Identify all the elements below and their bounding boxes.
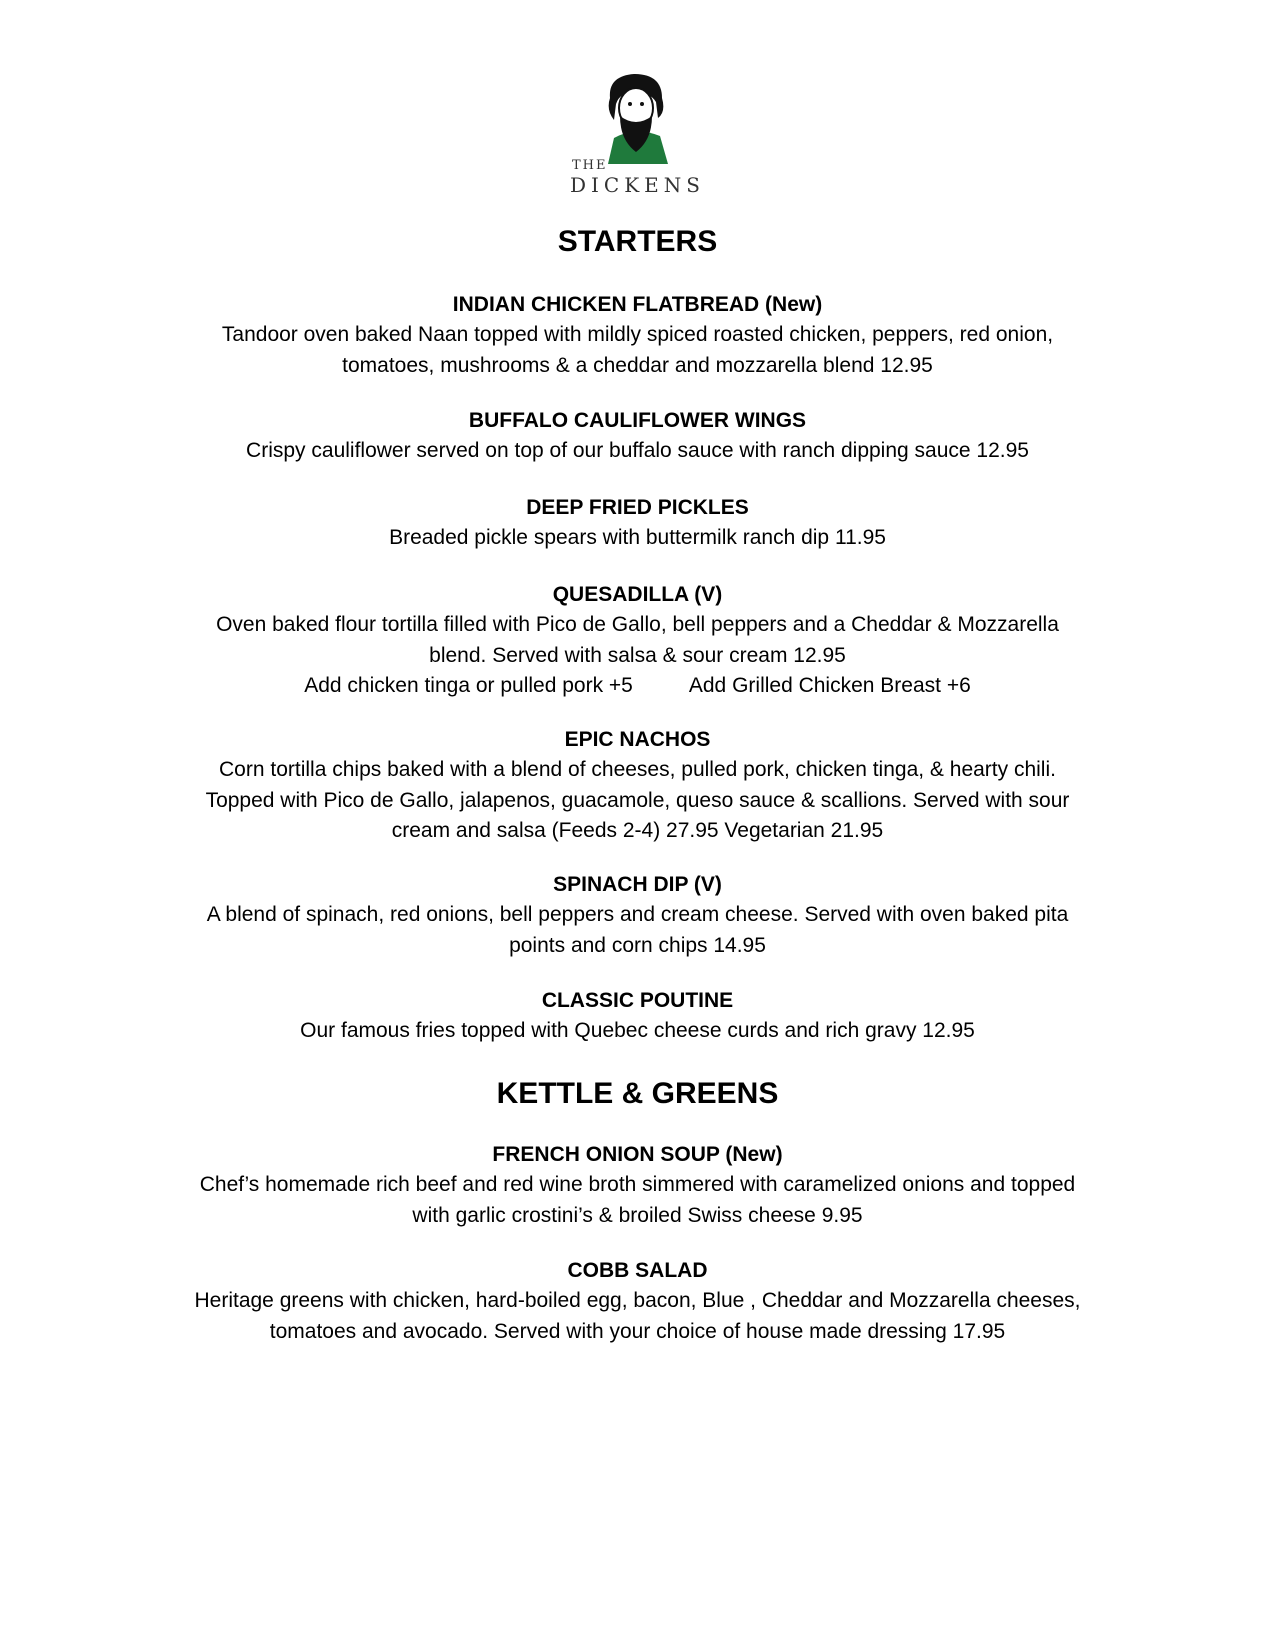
menu-item-desc-line: A blend of spinach, red onions, bell peppers and cream cheese. Served with oven baked pita: [206, 903, 1069, 926]
menu-item-deep-fried-pickles: [100, 493, 1175, 554]
menu-item-desc-line: Tandoor oven baked Naan topped with mildly spiced roasted chicken, peppers, red onion,: [221, 323, 1054, 346]
menu-item-addons: [100, 671, 1175, 702]
menu-item-epic-nachos: [100, 725, 1175, 847]
menu-item-desc-line: cream and salsa (Feeds 2-4) 27.95 Vegetarian 21.95: [391, 819, 884, 842]
menu-item-buffalo-cauliflower-wings: [100, 406, 1175, 467]
dickens-portrait-icon: [600, 68, 672, 164]
menu-item-desc-line: Chef’s homemade rich beef and red wine broth simmered with caramelized onions and topped: [199, 1173, 1076, 1196]
menu-item-name: QUESADILLA (V): [552, 583, 723, 606]
section-title-kettle-greens: KETTLE & GREENS: [496, 1077, 779, 1110]
menu-item-desc-line: Oven baked flour tortilla filled with Pico de Gallo, bell peppers and a Cheddar & Mozzarella: [216, 613, 1059, 636]
section-title-starters: STARTERS: [557, 225, 718, 258]
menu-item-name: EPIC NACHOS: [564, 728, 711, 751]
menu-item-desc-line: points and corn chips 14.95: [509, 933, 766, 957]
menu-item-desc-line: tomatoes, mushrooms & a cheddar and mozzarella blend 12.95: [342, 353, 933, 377]
menu-item-indian-chicken-flatbread: [100, 290, 1175, 381]
menu-item-cobb-salad: [100, 1256, 1175, 1347]
menu-item-name: COBB SALAD: [567, 1259, 708, 1282]
menu-item-name: INDIAN CHICKEN FLATBREAD (New): [452, 293, 823, 316]
menu-item-desc-line: blend. Served with salsa & sour cream 12.95: [429, 643, 846, 667]
menu-item-quesadilla: [100, 580, 1175, 702]
logo-text-name: DICKENS: [570, 173, 705, 197]
menu-item-spinach-dip: [100, 870, 1175, 961]
restaurant-logo: [560, 68, 720, 198]
addon-option: Add chicken tinga or pulled pork +5: [304, 674, 633, 697]
menu-item-name: BUFFALO CAULIFLOWER WINGS: [468, 409, 807, 432]
menu-item-desc-line: with garlic crostini’s & broiled Swiss cheese 9.95: [412, 1203, 863, 1227]
logo-text-the: THE: [572, 158, 608, 173]
menu-item-desc-line: tomatoes and avocado. Served with your choice of house made dressing 17.95: [269, 1319, 1006, 1343]
menu-item-name: CLASSIC POUTINE: [541, 989, 734, 1012]
menu-item-desc-line: Heritage greens with chicken, hard-boiled egg, bacon, Blue , Cheddar and Mozzarella cheeses,: [194, 1289, 1081, 1312]
menu-item-french-onion-soup: [100, 1140, 1175, 1231]
menu-item-desc-line: Our famous fries topped with Quebec cheese curds and rich gravy 12.95: [300, 1019, 975, 1042]
menu-item-desc-line: Crispy cauliflower served on top of our buffalo sauce with ranch dipping sauce 12.95: [246, 439, 1029, 462]
menu-item-name: DEEP FRIED PICKLES: [526, 496, 749, 519]
menu-item-desc-line: Corn tortilla chips baked with a blend of cheeses, pulled pork, chicken tinga, & hearty chili.: [219, 758, 1056, 781]
addon-option: Add Grilled Chicken Breast +6: [688, 674, 971, 697]
menu-item-desc-line: Breaded pickle spears with buttermilk ranch dip 11.95: [389, 526, 886, 549]
menu-item-name: FRENCH ONION SOUP (New): [492, 1143, 783, 1166]
menu-item-name: SPINACH DIP (V): [553, 873, 722, 896]
menu-item-classic-poutine: [100, 986, 1175, 1047]
menu-item-desc-line: Topped with Pico de Gallo, jalapenos, guacamole, queso sauce & scallions. Served with sour: [205, 788, 1070, 812]
